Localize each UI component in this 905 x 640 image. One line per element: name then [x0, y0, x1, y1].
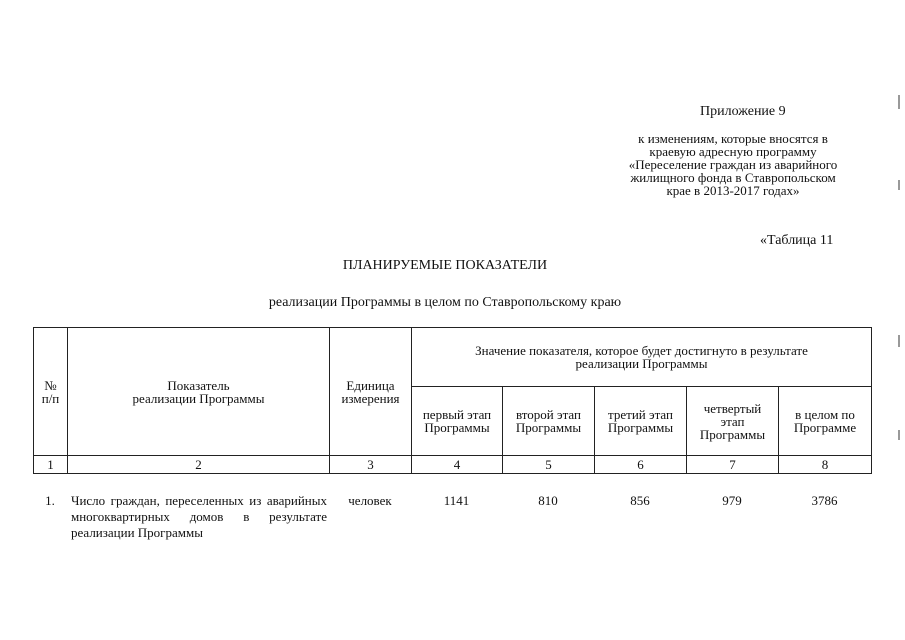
appendix-line: жилищного фонда в Ставропольском — [630, 170, 836, 185]
column-number: 2 — [68, 456, 330, 474]
header-indicator: Показатель реализации Программы — [68, 328, 330, 456]
header-num: № п/п — [34, 328, 68, 456]
appendix-title: Приложение 9 — [700, 104, 786, 119]
row-indicator: Число граждан, переселенных из аварийных многоквартирных домов в результате реализации Программы — [71, 493, 327, 540]
row-unit: человек — [348, 493, 392, 508]
column-number: 8 — [779, 456, 872, 474]
table-label: «Таблица 11 — [760, 233, 834, 248]
scan-artifact — [898, 180, 900, 190]
column-number: 3 — [330, 456, 412, 474]
row-value-stage-3: 856 — [630, 493, 650, 508]
row-num: 1. — [45, 493, 55, 508]
header-stage-4: четвертый этап Программы — [687, 387, 779, 456]
row-value-total: 3786 — [811, 493, 838, 508]
row-value-stage-1: 1141 — [443, 493, 470, 508]
appendix-line: крае в 2013-2017 годах» — [666, 183, 800, 198]
column-number: 5 — [503, 456, 595, 474]
header-stage-1: первый этап Программы — [412, 387, 503, 456]
appendix-line: «Переселение граждан из аварийного — [628, 157, 838, 172]
row-value-stage-2: 810 — [538, 493, 558, 508]
table-row — [33, 493, 871, 541]
column-number: 4 — [412, 456, 503, 474]
header-unit: Единица измерения — [330, 328, 412, 456]
indicators-table-body — [33, 493, 871, 541]
appendix-line: краевую адресную программу — [649, 144, 817, 159]
column-number: 7 — [687, 456, 779, 474]
column-number: 1 — [34, 456, 68, 474]
column-number: 6 — [595, 456, 687, 474]
document-subtitle: реализации Программы в целом по Ставропольскому краю — [268, 295, 622, 310]
scan-artifact — [898, 95, 900, 109]
header-stage-2: второй этап Программы — [503, 387, 595, 456]
scan-artifact — [898, 430, 900, 440]
header-value-group: Значение показателя, которое будет достигнуто в результате реализации Программы — [412, 328, 872, 387]
scan-artifact — [898, 335, 900, 347]
indicators-table-header — [33, 327, 872, 474]
appendix-line: к изменениям, которые вносятся в — [638, 131, 828, 146]
row-value-stage-4: 979 — [722, 493, 742, 508]
header-stage-3: третий этап Программы — [595, 387, 687, 456]
appendix-description — [588, 132, 878, 197]
document-title: ПЛАНИРУЕМЫЕ ПОКАЗАТЕЛИ — [342, 258, 548, 273]
header-stage-total: в целом по Программе — [779, 387, 872, 456]
